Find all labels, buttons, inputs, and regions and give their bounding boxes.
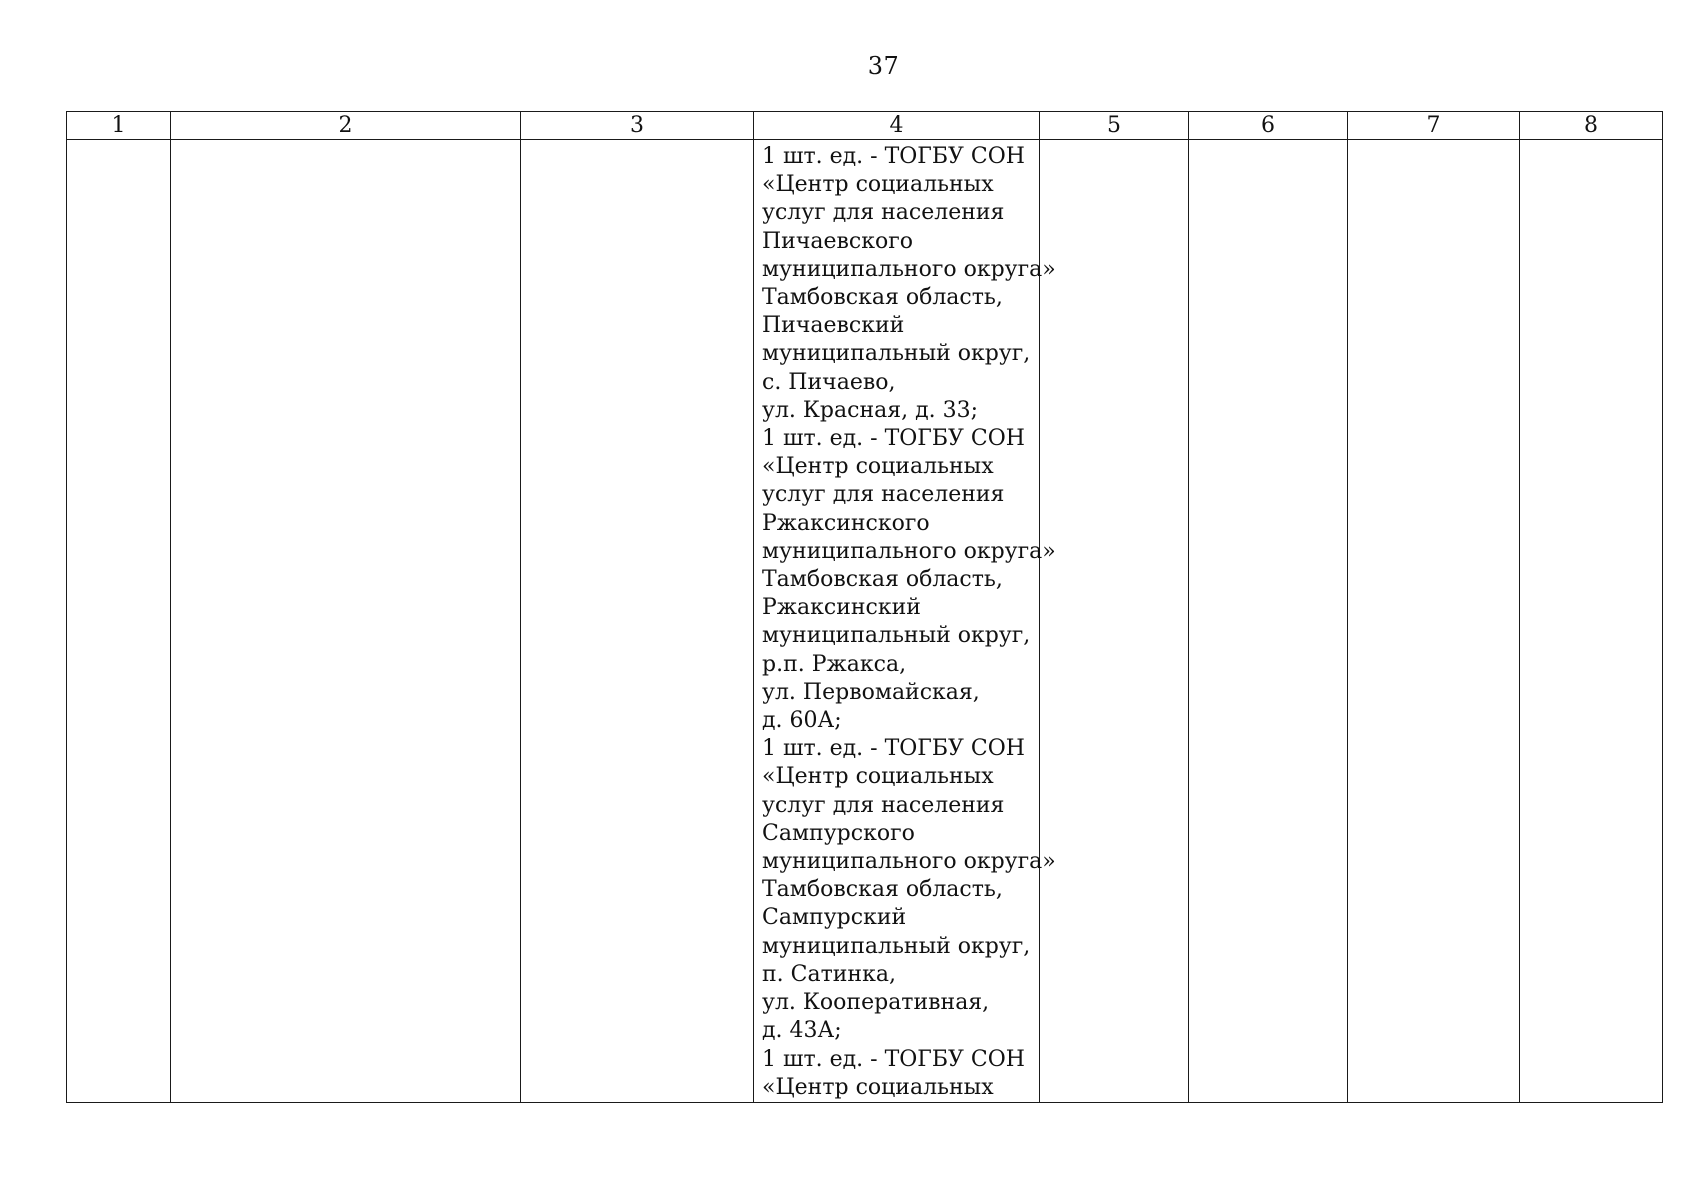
entry-line: «Центр социальных (762, 1074, 994, 1100)
entry-line: Тамбовская область, (762, 567, 1003, 593)
entry-line: муниципального округа» (762, 256, 1056, 282)
entry-line: услуг для населения (762, 792, 1005, 818)
entry-line: Тамбовская область, (762, 877, 1003, 903)
document-table (66, 111, 1663, 1103)
entry-line: «Центр социальных (762, 764, 994, 790)
entry-line: муниципальный округ, (762, 933, 1031, 959)
entry-line: д. 60А; (762, 708, 842, 734)
cell-col-8 (1520, 140, 1663, 1103)
entry-line: муниципальный округ, (762, 341, 1031, 367)
entry-line: ул. Первомайская, (762, 679, 980, 705)
entry-line: муниципальный округ, (762, 623, 1031, 649)
entry-line: 1 шт. ед. - ТОГБУ СОН (762, 144, 1025, 169)
column-header-6: 6 (1189, 112, 1348, 140)
entry-line: Пичаевский (762, 313, 905, 339)
cell-col-4 (754, 140, 1056, 1103)
table-row (67, 140, 1663, 1103)
entry-line: 1 шт. ед. - ТОГБУ СОН (762, 1046, 1025, 1072)
entry-line: услуг для населения (762, 482, 1005, 508)
cell-col-2 (171, 140, 521, 1103)
entry-line: Сампурского (762, 820, 915, 846)
column-header-8: 8 (1520, 112, 1663, 140)
column-header-7: 7 (1348, 112, 1520, 140)
column-header-3: 3 (521, 112, 754, 140)
column-header-2: 2 (171, 112, 521, 140)
entry-line: услуг для населения (762, 200, 1005, 226)
entry-line: д. 43А; (762, 1018, 842, 1044)
entry-line: 1 шт. ед. - ТОГБУ СОН (762, 426, 1025, 452)
page-number: 37 (867, 52, 900, 80)
cell-col-1 (67, 140, 171, 1103)
column-header-1: 1 (67, 112, 171, 140)
entry-line: муниципального округа» (762, 849, 1056, 875)
entry-line: ул. Кооперативная, (762, 990, 990, 1016)
column-header-4: 4 (754, 112, 1040, 140)
column-4-entries (762, 143, 1056, 1102)
cell-col-7 (1348, 140, 1520, 1103)
entry-line: «Центр социальных (762, 172, 994, 198)
entry-line: «Центр социальных (762, 454, 994, 480)
entry-line: р.п. Ржакса, (762, 651, 907, 677)
entry-line: Тамбовская область, (762, 285, 1003, 311)
entry-line: Пичаевского (762, 228, 914, 254)
entry-line: Ржаксинского (762, 510, 930, 536)
entry-line: Ржаксинский (762, 595, 921, 621)
entry-line: с. Пичаево, (762, 369, 896, 395)
header-row (67, 112, 1663, 140)
entry-line: 1 шт. ед. - ТОГБУ СОН (762, 736, 1025, 762)
column-header-5: 5 (1040, 112, 1189, 140)
entry-line: Сампурский (762, 905, 907, 931)
cell-col-6 (1189, 140, 1348, 1103)
entry-line: п. Сатинка, (762, 961, 896, 987)
entry-line: ул. Красная, д. 33; (762, 397, 979, 423)
cell-col-3 (521, 140, 754, 1103)
cell-col-5 (1040, 140, 1189, 1103)
entry-line: муниципального округа» (762, 538, 1056, 564)
